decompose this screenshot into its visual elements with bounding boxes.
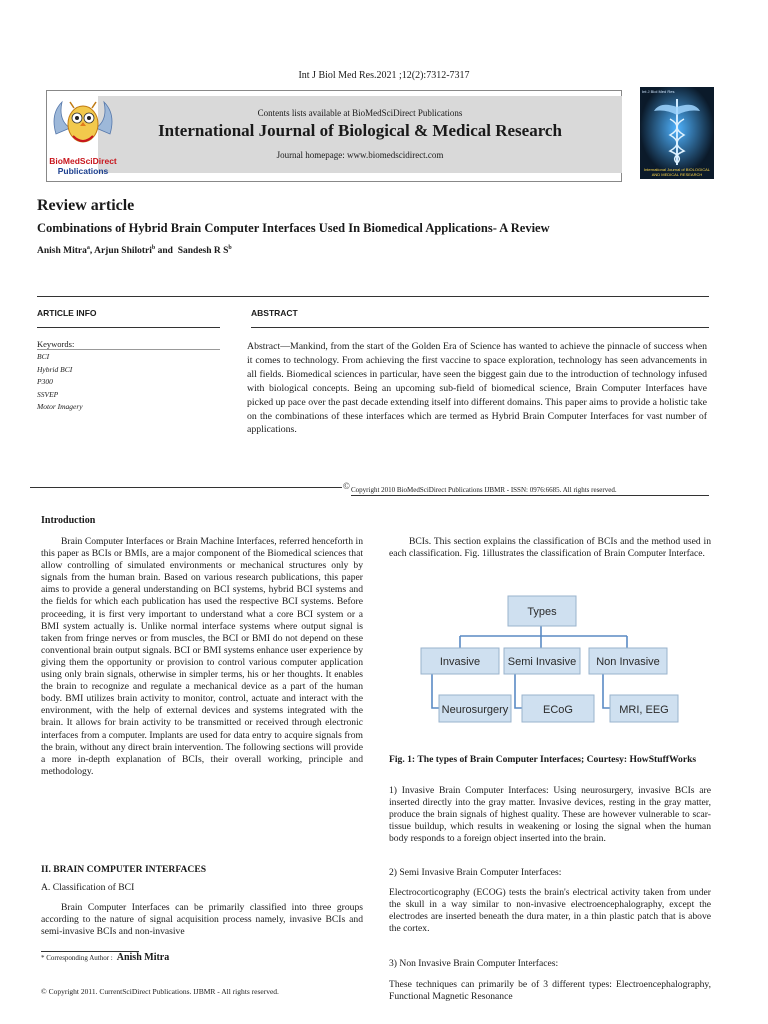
non-invasive-paragraph: These techniques can primarily be of 3 different types: Electroencephalography, Functional Magnetic Resonance <box>389 979 711 1003</box>
author-name: Anish Mitra <box>37 246 87 257</box>
divider <box>37 296 709 297</box>
journal-title: International Journal of Biological & Medical Research <box>158 121 562 140</box>
article-title: Combinations of Hybrid Brain Computer Interfaces Used In Biomedical Applications- A Review <box>37 221 550 235</box>
abstract-heading: ABSTRACT <box>251 308 298 318</box>
logo-line-2: Publications <box>57 166 109 176</box>
author-separator: and <box>155 246 178 257</box>
section-2-heading: II. BRAIN COMPUTER INTERFACES <box>41 864 207 875</box>
bci-types-figure <box>415 588 682 738</box>
publisher-logo-caption <box>48 156 118 176</box>
contents-line: Contents lists available at BioMedSciDirect Publications <box>257 108 463 118</box>
diagram-label-semi-invasive: Semi Invasive <box>507 656 577 668</box>
diagram-label-mri-eeg: MRI, EEG <box>619 704 669 716</box>
journal-cover <box>640 87 714 179</box>
cover-bottom-text: International Journal of BIOLOGICAL AND MEDICAL RESEARCH <box>643 167 711 177</box>
divider <box>37 349 220 350</box>
introduction-text: Brain Computer Interfaces or Brain Machine Interfaces, referred henceforth in this paper as BCIs or BMIs, are a major component of the Biomedical sciences that allow controlling of simulated environments or mechanical structures only by signals from the human brain. Based on various research publications, this paper aims to provide a general understanding on BCI systems, hybrid BCI systems and the fields for which each publication has used the respective BCI systems. Before proceeding, it is first very important to understand what a core BCI system or a BMI system actually is. Unlike normal interface systems where output signal is taken from fringe nerves or from muscles, the BCI or BMI do not depend on these conventional brain output signals. BCI or BMI systems enhance user experience by giving them the opportunity or provision to control various computer application using only brain signals, otherwise in simpler terms, his or her thoughts. It enables the brain to recognize and regulate a mechanical device as a part of the human body. BMI utilizes brain activity to monitor, control, actuate and interact with the environment, with the help of external devices and systems integrated with the brain. It allows for brain activity to be transmitted or received through electronic interfaces from a computer. Implants are used for data entry to acquire signals from the brain, without any direct brain intervention. The following sections will provide a more in-depth explanation of BCIs, their overall working, principle and methodology. <box>41 536 363 777</box>
bci-types-diagram <box>415 588 682 738</box>
author-list <box>37 245 232 256</box>
semi-invasive-paragraph: Electrocorticography (ECOG) tests the brain's electrical activity taken from under the skull in a way similar to non-invasive electroencephalography, except the electrodes are inserted beneath the dura mater, in a thin plastic patch that is above the cortex. <box>389 887 711 935</box>
footnote-label: * Corresponding Author : <box>41 954 113 962</box>
keywords-label: Keywords: <box>37 339 75 349</box>
diagram-label-non-invasive: Non Invasive <box>596 656 660 668</box>
non-invasive-heading: 3) Non Invasive Brain Computer Interfaces: <box>389 958 559 969</box>
abstract-copyright: Copyright 2010 BioMedSciDirect Publications IJBMR - ISSN: 0976:6685. All rights reserved. <box>351 486 617 494</box>
diagram-label-ecog: ECoG <box>543 704 573 716</box>
journal-homepage: Journal homepage: www.biomedscidirect.com <box>276 150 444 160</box>
author-name: Arjun Shilotri <box>94 246 152 257</box>
journal-reference: Int J Biol Med Res.2021 ;12(2):7312-7317 <box>298 70 470 81</box>
keyword: P300 <box>37 377 53 386</box>
keywords-list <box>37 351 83 414</box>
keyword: Motor Imagery <box>37 402 83 411</box>
diagram-label-neurosurgery: Neurosurgery <box>441 704 509 716</box>
owl-logo-icon <box>48 94 118 156</box>
subsection-a-text: Brain Computer Interfaces can be primarily classified into three groups according to the nature of signal acquisition process namely, invasive BCIs and semi-invasive BCIs and non-invasive <box>41 902 363 938</box>
caduceus-icon <box>640 87 714 179</box>
article-type: Review article <box>37 197 135 214</box>
logo-line-1: BioMedSciDirect <box>49 156 117 166</box>
subsection-a-heading: A. Classification of BCI <box>41 882 135 893</box>
diagram-label-invasive: Invasive <box>439 656 481 668</box>
article-info-heading: ARTICLE INFO <box>37 308 97 318</box>
author-affiliation: a <box>86 245 90 251</box>
keyword: BCI <box>37 352 50 361</box>
footnote-author-name: Anish Mitra <box>116 952 170 963</box>
keyword: SSVEP <box>37 389 59 399</box>
divider <box>37 327 220 328</box>
keyword: Hybrid BCI <box>37 364 73 374</box>
author-affiliation: b <box>228 245 232 251</box>
introduction-heading: Introduction <box>41 515 96 526</box>
cover-top-text: Int J Biol Med Res <box>642 89 675 94</box>
classification-intro-text: BCIs. This section explains the classification of BCIs and the method used in each classification. Fig. 1illustrates the classification of Brain Computer Interface. <box>389 536 711 560</box>
semi-invasive-heading: 2) Semi Invasive Brain Computer Interfaces: <box>389 867 562 878</box>
divider <box>351 495 709 496</box>
divider <box>251 327 709 328</box>
author-name: Sandesh R S <box>177 246 229 257</box>
copyright-symbol: © <box>343 481 350 491</box>
divider <box>30 487 342 488</box>
author-separator: , <box>89 246 95 257</box>
author-affiliation: b <box>151 245 156 251</box>
corresponding-author-footnote <box>41 952 169 963</box>
page-copyright: © Copyright 2011. CurrentSciDirect Publications. IJBMR - All rights reserved. <box>41 987 279 996</box>
figure-caption: Fig. 1: The types of Brain Computer Interfaces; Courtesy: HowStuffWorks <box>389 754 697 765</box>
diagram-label-root: Types <box>527 606 557 618</box>
invasive-bci-paragraph: 1) Invasive Brain Computer Interfaces: Using neurosurgery, invasive BCIs are inserted directly into the gray matter. Invasive devices, resting in the gray matter, produce the brain signals of highest quality. These are however vulnerable to scar-tissue buildup, which results in weakening or losing the signal when the human body responds to a foreign object inserted into the brain. <box>389 785 711 845</box>
abstract-text: Abstract—Mankind, from the start of the Golden Era of Science has wanted to achieve the pinnacle of success when it comes to technology. From achieving the first vaccine to space exploration, technology has seen advancements in all fields. Biomedical sciences in particular, have seen the biggest gain due to the introduction of technology infused with biological concepts. Being an upcoming sub-field of biomedical science, Brain Computer Interfaces have picked up pace over the past decade extending itself into different domains. This paper aims to provide a holistic take on the combinations of these interfaces which are termed as Hybrid Brain Computer Interfaces for vast number of applications. <box>247 341 707 436</box>
